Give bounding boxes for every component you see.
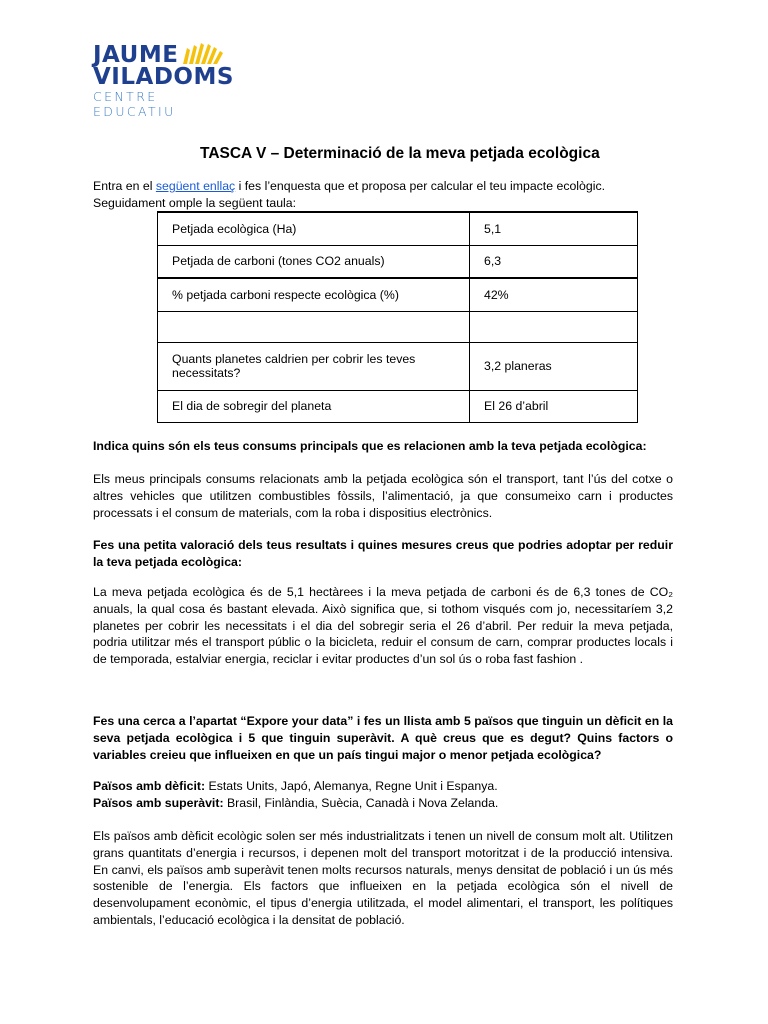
table-row	[158, 278, 638, 311]
deficit-countries: Estats Units, Japó, Alemanya, Regne Unit i Espanya.	[205, 779, 498, 793]
table-row	[158, 311, 638, 342]
logo-line-3: CENTRE EDUCATIU	[93, 89, 176, 119]
table-row	[158, 245, 638, 278]
surplus-countries: Brasil, Finlàndia, Suècia, Canadà i Nova Zelanda.	[223, 795, 499, 810]
table-cell-label: Petjada ecològica (Ha)	[158, 212, 470, 245]
table-cell-value	[470, 311, 638, 342]
table-cell-label: El dia de sobregir del planeta	[158, 390, 470, 422]
table-cell-label: % petjada carboni respecte ecològica (%)	[158, 278, 470, 311]
intro-paragraph	[93, 178, 673, 212]
question-1: Indica quins són els teus consums principals que es relacionen amb la teva petjada ecològica:	[93, 439, 647, 453]
country-lists	[93, 778, 673, 812]
table-cell-value: 42%	[470, 278, 638, 311]
intro-text-before: Entra en el	[93, 179, 156, 193]
logo-flame-icon	[181, 42, 225, 68]
answer-1: Els meus principals consums relacionats amb la petjada ecològica són el transport, tant l’ús del cotxe o altres vehicles que utilitzen combustibles fòssils, l’alimentació, ja que consumeixo carn i productes processats i el consum de materials, com la roba i dispositius electrònics.	[93, 472, 673, 520]
answer-3: Els països amb dèficit ecològic solen ser més industrialitzats i tenen un nivell de consum molt alt. Utilitzen grans quantitats d’energia i recursos, i depenen molt del transport motoritzat i de la producció intensiva. En canvi, els països amb superàvit tenen molts recursos naturals, menys densitat de població i un ús més sostenible de l’energia. Els factors que influeixen en la petjada ecològica són el nivell de desenvolupament econòmic, el tipus d’energia utilitzada, el model alimentari, el transport, les polítiques ambientals, l’educació ecològica i la densitat de població.	[93, 829, 673, 927]
table-cell-value: 6,3	[470, 245, 638, 278]
table-row	[158, 390, 638, 422]
intro-line-2: Seguidament omple la següent taula:	[93, 195, 297, 210]
table-cell-label: Petjada de carboni (tones CO2 anuals)	[158, 245, 470, 278]
page-title: TASCA V – Determinació de la meva petjada ecològica	[200, 145, 600, 162]
table-row	[158, 342, 638, 390]
table-cell-label	[158, 311, 470, 342]
survey-link[interactable]: següent enllaç	[155, 179, 236, 193]
table-cell-value: 5,1	[470, 212, 638, 245]
table-cell-value: El 26 d’abril	[470, 390, 638, 422]
school-logo	[93, 42, 234, 119]
answer-2: La meva petjada ecològica és de 5,1 hectàrees i la meva petjada de carboni és de 6,3 tones de CO₂ anuals, la qual cosa és bastant elevada. Això significa que, si tothom visqués com jo, necessitaríem 3,2 planetes per cobrir les necessitats i el dia del sobregir seria el 26 d’abril. Per reduir la meva petjada, podria utilitzar més el transport públic o la bicicleta, reduir el consum de carn, comprar productes locals i de temporada, estalviar energia, reciclar i evitar productes d’un sol ús o roba fast fashion .	[93, 585, 673, 667]
footprint-table	[157, 211, 638, 423]
logo-line-1: JAUME	[93, 42, 179, 68]
question-3: Fes una cerca a l’apartat “Expore your data” i fes un llista amb 5 països que tinguin un dèficit en la seva petjada ecològica i 5 que tinguin superàvit. A què creus que es degut? Quins factors o variables creieu que influeixen en que un país tingui major o menor petjada ecològica?	[93, 714, 673, 762]
deficit-label: Països amb dèficit:	[93, 779, 206, 793]
intro-text-after: i fes l’enquesta que et proposa per calcular el teu impacte ecològic.	[235, 179, 606, 193]
question-2: Fes una petita valoració dels teus resultats i quines mesures creus que podries adoptar per reduir la teva petjada ecològica:	[93, 538, 673, 569]
surplus-label: Països amb superàvit:	[93, 795, 224, 810]
table-cell-label: Quants planetes caldrien per cobrir les teves necessitats?	[158, 342, 470, 390]
table-row	[158, 212, 638, 245]
table-cell-value: 3,2 planeras	[470, 342, 638, 390]
logo-line-2: VILADOMS	[93, 64, 234, 90]
